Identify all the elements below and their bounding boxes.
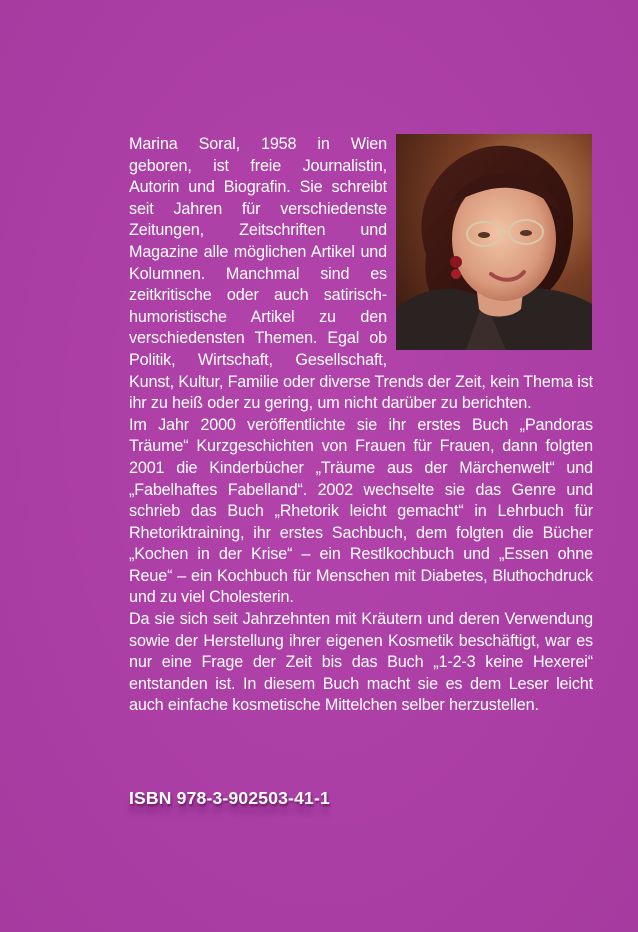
photo-spacer [387, 134, 593, 370]
isbn-number: ISBN 978-3-902503-41-1 [129, 788, 330, 808]
bio-paragraph-1: Marina Soral, 1958 in Wien geboren, ist freie Journalistin, Autorin und Biografin. Sie schreibt seit Jahren für verschiedenste Zeitungen, Zeitschriften und Magazine alle möglichen Artikel und Kolumnen. Manchmal sind es zeitkritische oder auch satirisch-humoristische Artikel zu den verschiedensten Themen. Egal ob Politik, Wirtschaft, Gesellschaft, Kunst, Kultur, Familie oder diverse Trends der Zeit, kein Thema ist ihr zu heiß oder zu gering, um nicht darüber zu berichten. [129, 135, 593, 413]
author-bio [129, 134, 593, 717]
bio-paragraph-3: Da sie sich seit Jahrzehnten mit Kräutern und deren Verwendung sowie der Herstellung ihrer eigenen Kosmetik beschäftigt, war es nur eine Frage der Zeit bis das Buch „1-2-3 keine Hexerei“ entstanden ist. In diesem Buch macht sie es dem Leser leicht auch einfache kosmetische Mittelchen selber herzustellen. [129, 610, 593, 715]
bio-paragraph-2: Im Jahr 2000 veröffentlichte sie ihr erstes Buch „Pandoras Träume“ Kurzgeschichten von Frauen für Frauen, dann folgten 2001 die Kinderbücher „Träume aus der Märchenwelt“ und „Fabelhaftes Fabelland“. 2002 wechselte sie das Genre und schrieb das Buch „Rhetorik leicht gemacht“ in Lehrbuch für Rhetoriktraining, ihr erstes Sachbuch, dem folgten die Bücher „Kochen in der Krise“ – ein Restlkochbuch und „Essen ohne Reue“ – ein Kochbuch für Menschen mit Diabetes, Bluthochdruck und zu viel Cholesterin. [129, 415, 593, 607]
